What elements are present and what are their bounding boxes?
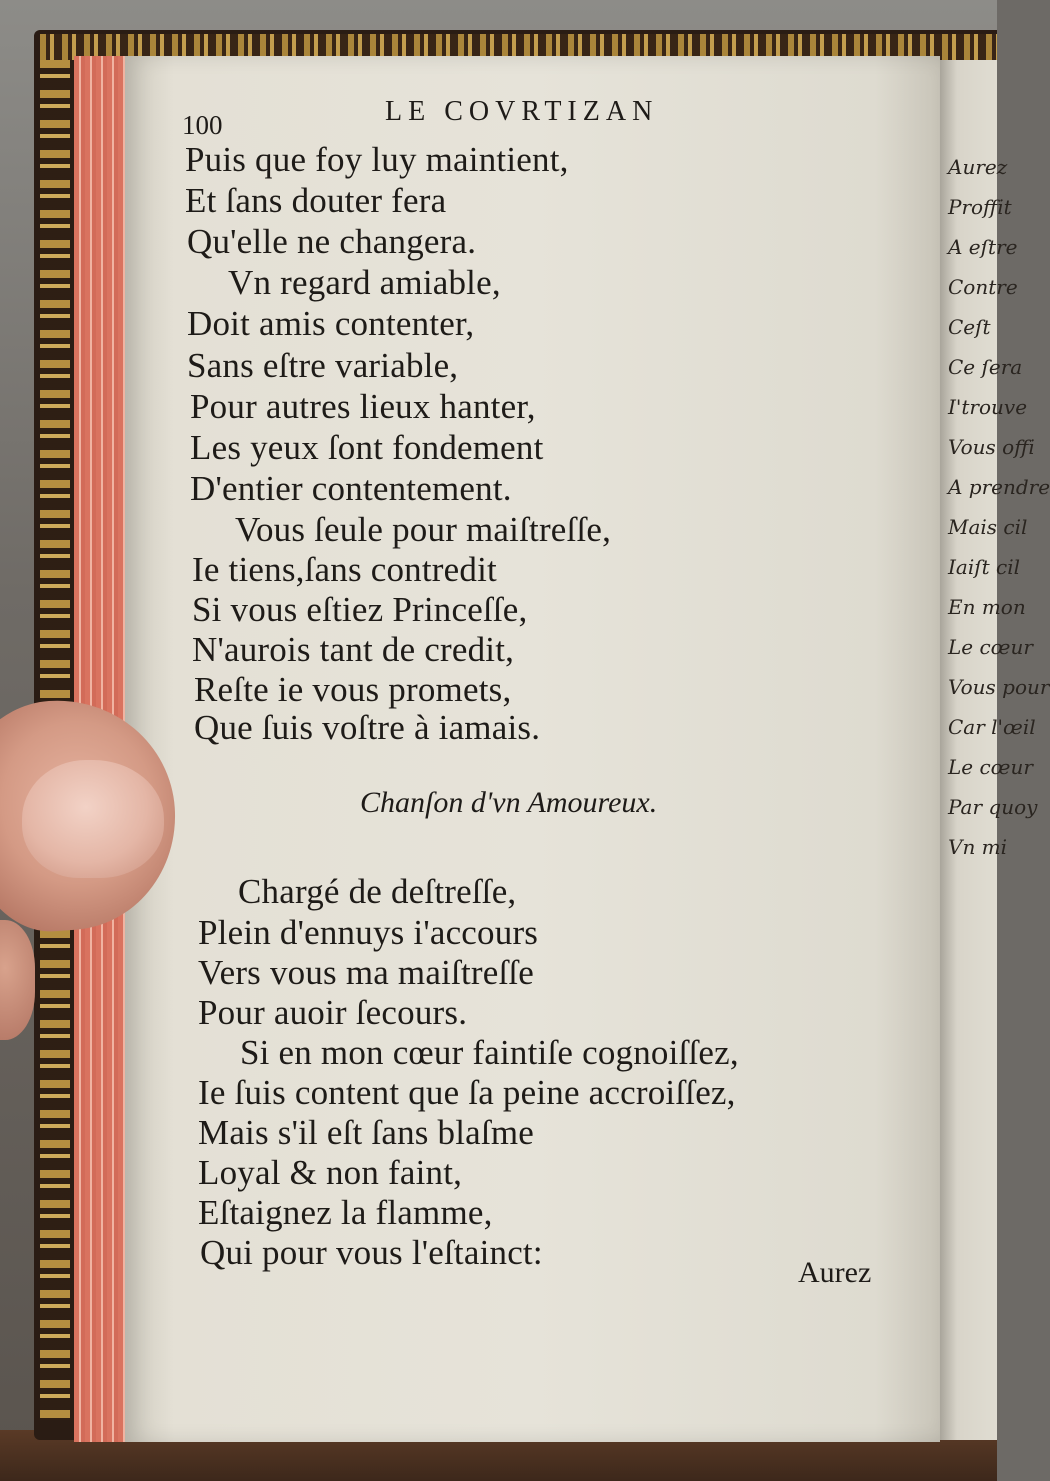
verse-line: Vers vous ma maiſtreſſe — [198, 953, 535, 992]
verse-line: Doit amis contenter, — [187, 304, 475, 343]
song-title: Chanſon d'vn Amoureux. — [360, 786, 658, 819]
facing-page-line: Ceſt — [948, 315, 991, 339]
verse-line: D'entier contentement. — [190, 469, 512, 508]
verse-line: Pour autres lieux hanter, — [190, 387, 536, 426]
verse-line: Vn regard amiable, — [228, 263, 501, 302]
facing-page-line: Aurez — [948, 155, 1008, 179]
facing-page-line: Mais cil — [948, 515, 1028, 539]
facing-page-line: I'trouve — [948, 395, 1028, 419]
verse-line: Si vous eſtiez Princeſſe, — [192, 590, 528, 629]
verse-line: Vous ſeule pour maiſtreſſe, — [235, 510, 612, 549]
verse-line: Eſtaignez la flamme, — [198, 1193, 493, 1232]
verse-line: Puis que foy luy maintient, — [185, 140, 569, 179]
verse-line: Qu'elle ne changera. — [187, 222, 477, 261]
facing-page-line: Car l'œil — [948, 715, 1036, 739]
verse-line: Reſte ie vous promets, — [194, 670, 512, 709]
verse-line: Et ſans douter fera — [185, 181, 447, 220]
facing-page-line: A prendre — [948, 475, 1050, 499]
page-number: 100 — [182, 110, 223, 140]
verse-line: Mais s'il eſt ſans blaſme — [198, 1113, 534, 1152]
verse-line: Loyal & non faint, — [198, 1153, 463, 1192]
verse-line: Ie tiens,ſans contredit — [192, 550, 497, 589]
thumbnail — [22, 760, 164, 878]
facing-page-line: Contre — [948, 275, 1018, 299]
facing-page-line: Le cœur — [948, 755, 1033, 779]
facing-page-line: Vous pour — [948, 675, 1050, 699]
facing-page — [940, 60, 1050, 1440]
facing-page-line: Ce ſera — [948, 355, 1023, 379]
facing-page-line: Par quoy — [948, 795, 1038, 819]
verse-line: Les yeux ſont fondement — [190, 428, 544, 467]
facing-page-line: Proffit — [948, 195, 1012, 219]
verse-line: Que ſuis voſtre à iamais. — [194, 708, 541, 747]
verse-line: Chargé de deſtreſſe, — [238, 872, 517, 911]
verse-line: N'aurois tant de credit, — [192, 630, 515, 669]
facing-page-line: A eſtre — [948, 235, 1018, 259]
verse-line: Si en mon cœur faintiſe cognoiſſez, — [240, 1033, 739, 1072]
verse-line: Plein d'ennuys i'accours — [198, 913, 539, 952]
facing-page-line: Vn mi — [948, 835, 1008, 859]
facing-page-line: Iaiſt cil — [948, 555, 1021, 579]
verse-line: Qui pour vous l'eſtainct: — [200, 1233, 543, 1272]
catchword: Aurez — [798, 1256, 872, 1289]
facing-page-line: Vous offi — [948, 435, 1035, 459]
facing-page-line: En mon — [948, 595, 1026, 619]
verse-line: Sans eſtre variable, — [187, 346, 459, 385]
verse-line: Pour auoir ſecours. — [198, 993, 468, 1032]
running-title: LE COVRTIZAN — [385, 96, 659, 127]
verse-line: Ie ſuis content que ſa peine accroiſſez, — [198, 1073, 736, 1112]
facing-page-line: Le cœur — [948, 635, 1033, 659]
